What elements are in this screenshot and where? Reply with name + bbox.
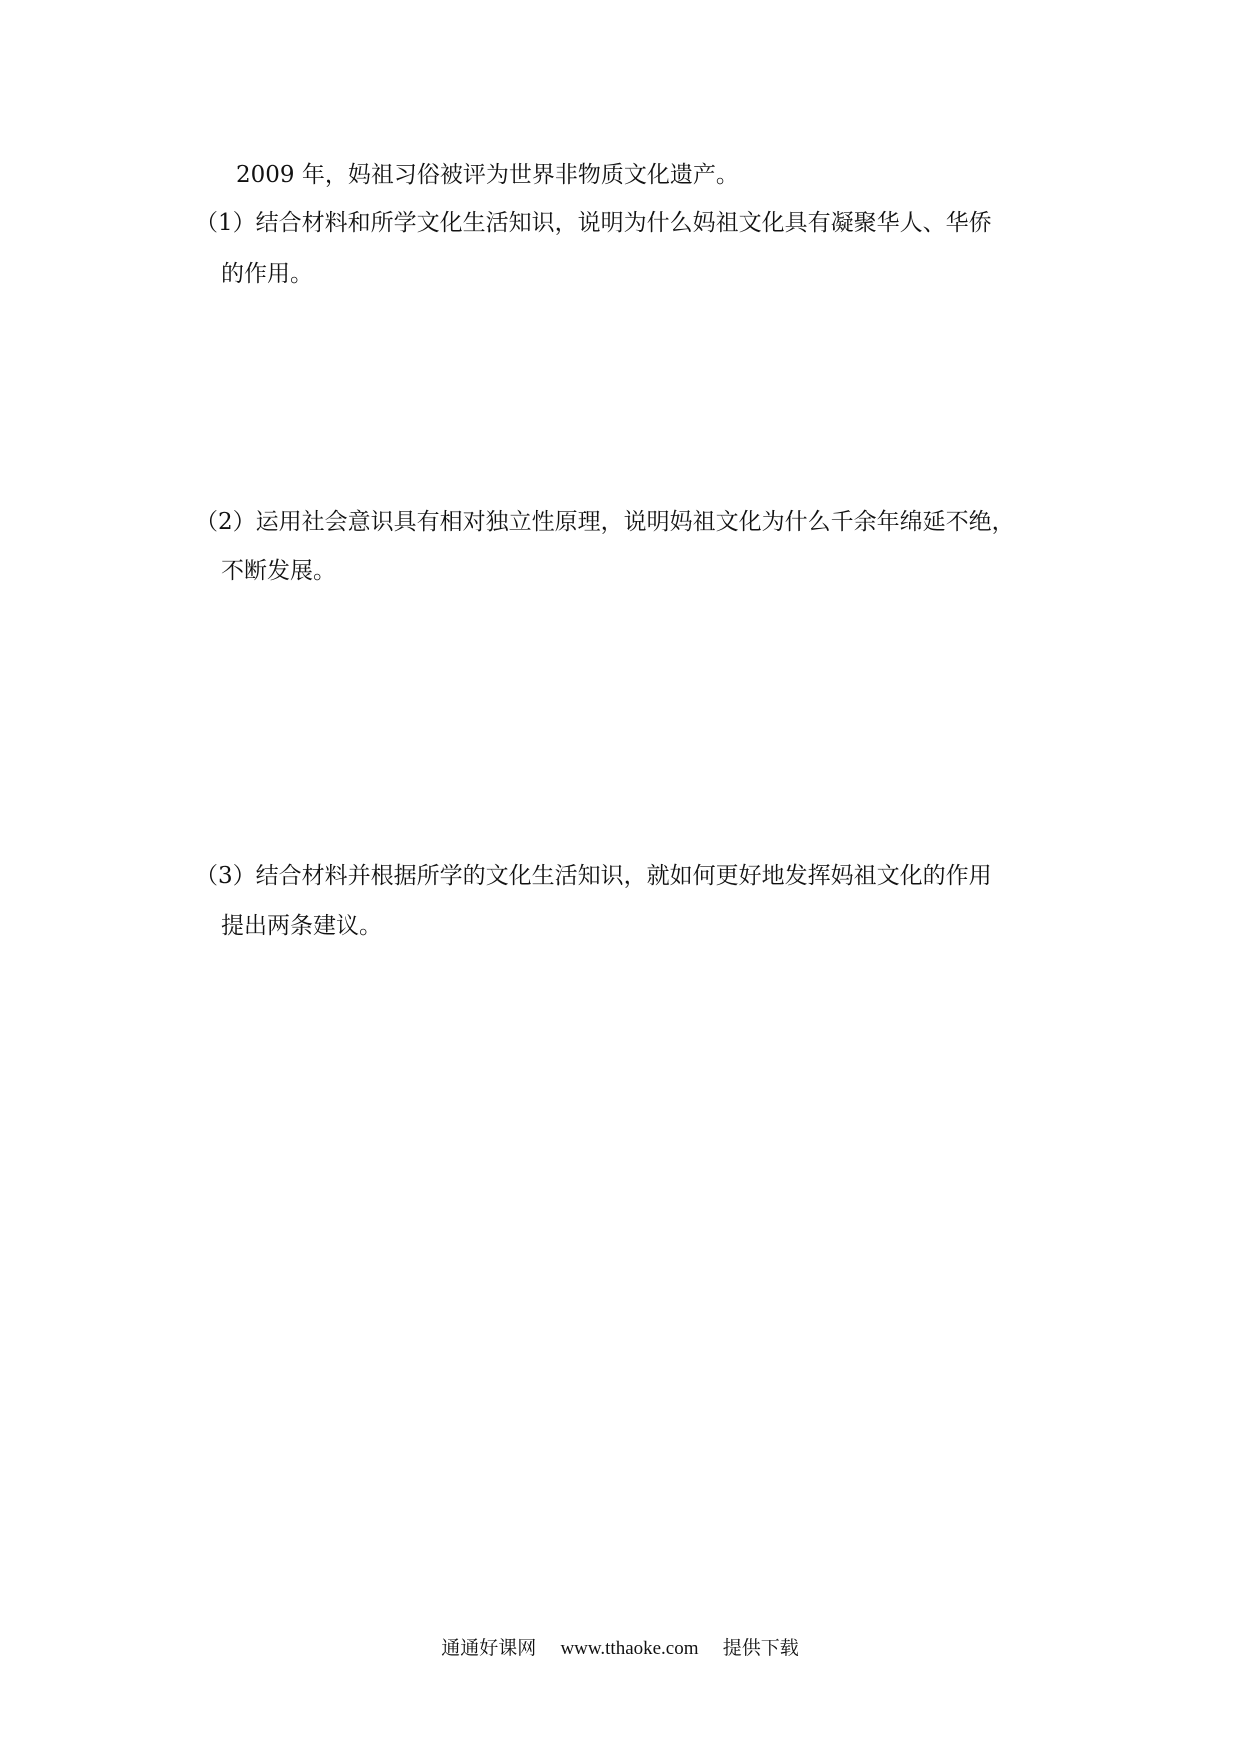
question-2-line-1: （2）运用社会意识具有相对独立性原理，说明妈祖文化为什么千余年绵延不绝，	[195, 509, 1015, 535]
intro-text: 2009 年，妈祖习俗被评为世界非物质文化遗产。	[236, 162, 739, 188]
question-3-line-2: 提出两条建议。	[221, 913, 382, 939]
footer-site-name: 通通好课网	[441, 1637, 537, 1659]
page-footer	[0, 1636, 1240, 1661]
question-1-line-1: （1）结合材料和所学文化生活知识，说明为什么妈祖文化具有凝聚华人、华侨	[195, 210, 992, 236]
footer-url-link[interactable]: www.tthaoke.com	[560, 1638, 699, 1659]
question-1-line-2: 的作用。	[221, 261, 313, 287]
question-3-line-1: （3）结合材料并根据所学的文化生活知识，就如何更好地发挥妈祖文化的作用	[195, 863, 992, 889]
footer-suffix: 提供下载	[722, 1637, 799, 1659]
question-2-line-2: 不断发展。	[221, 558, 336, 584]
